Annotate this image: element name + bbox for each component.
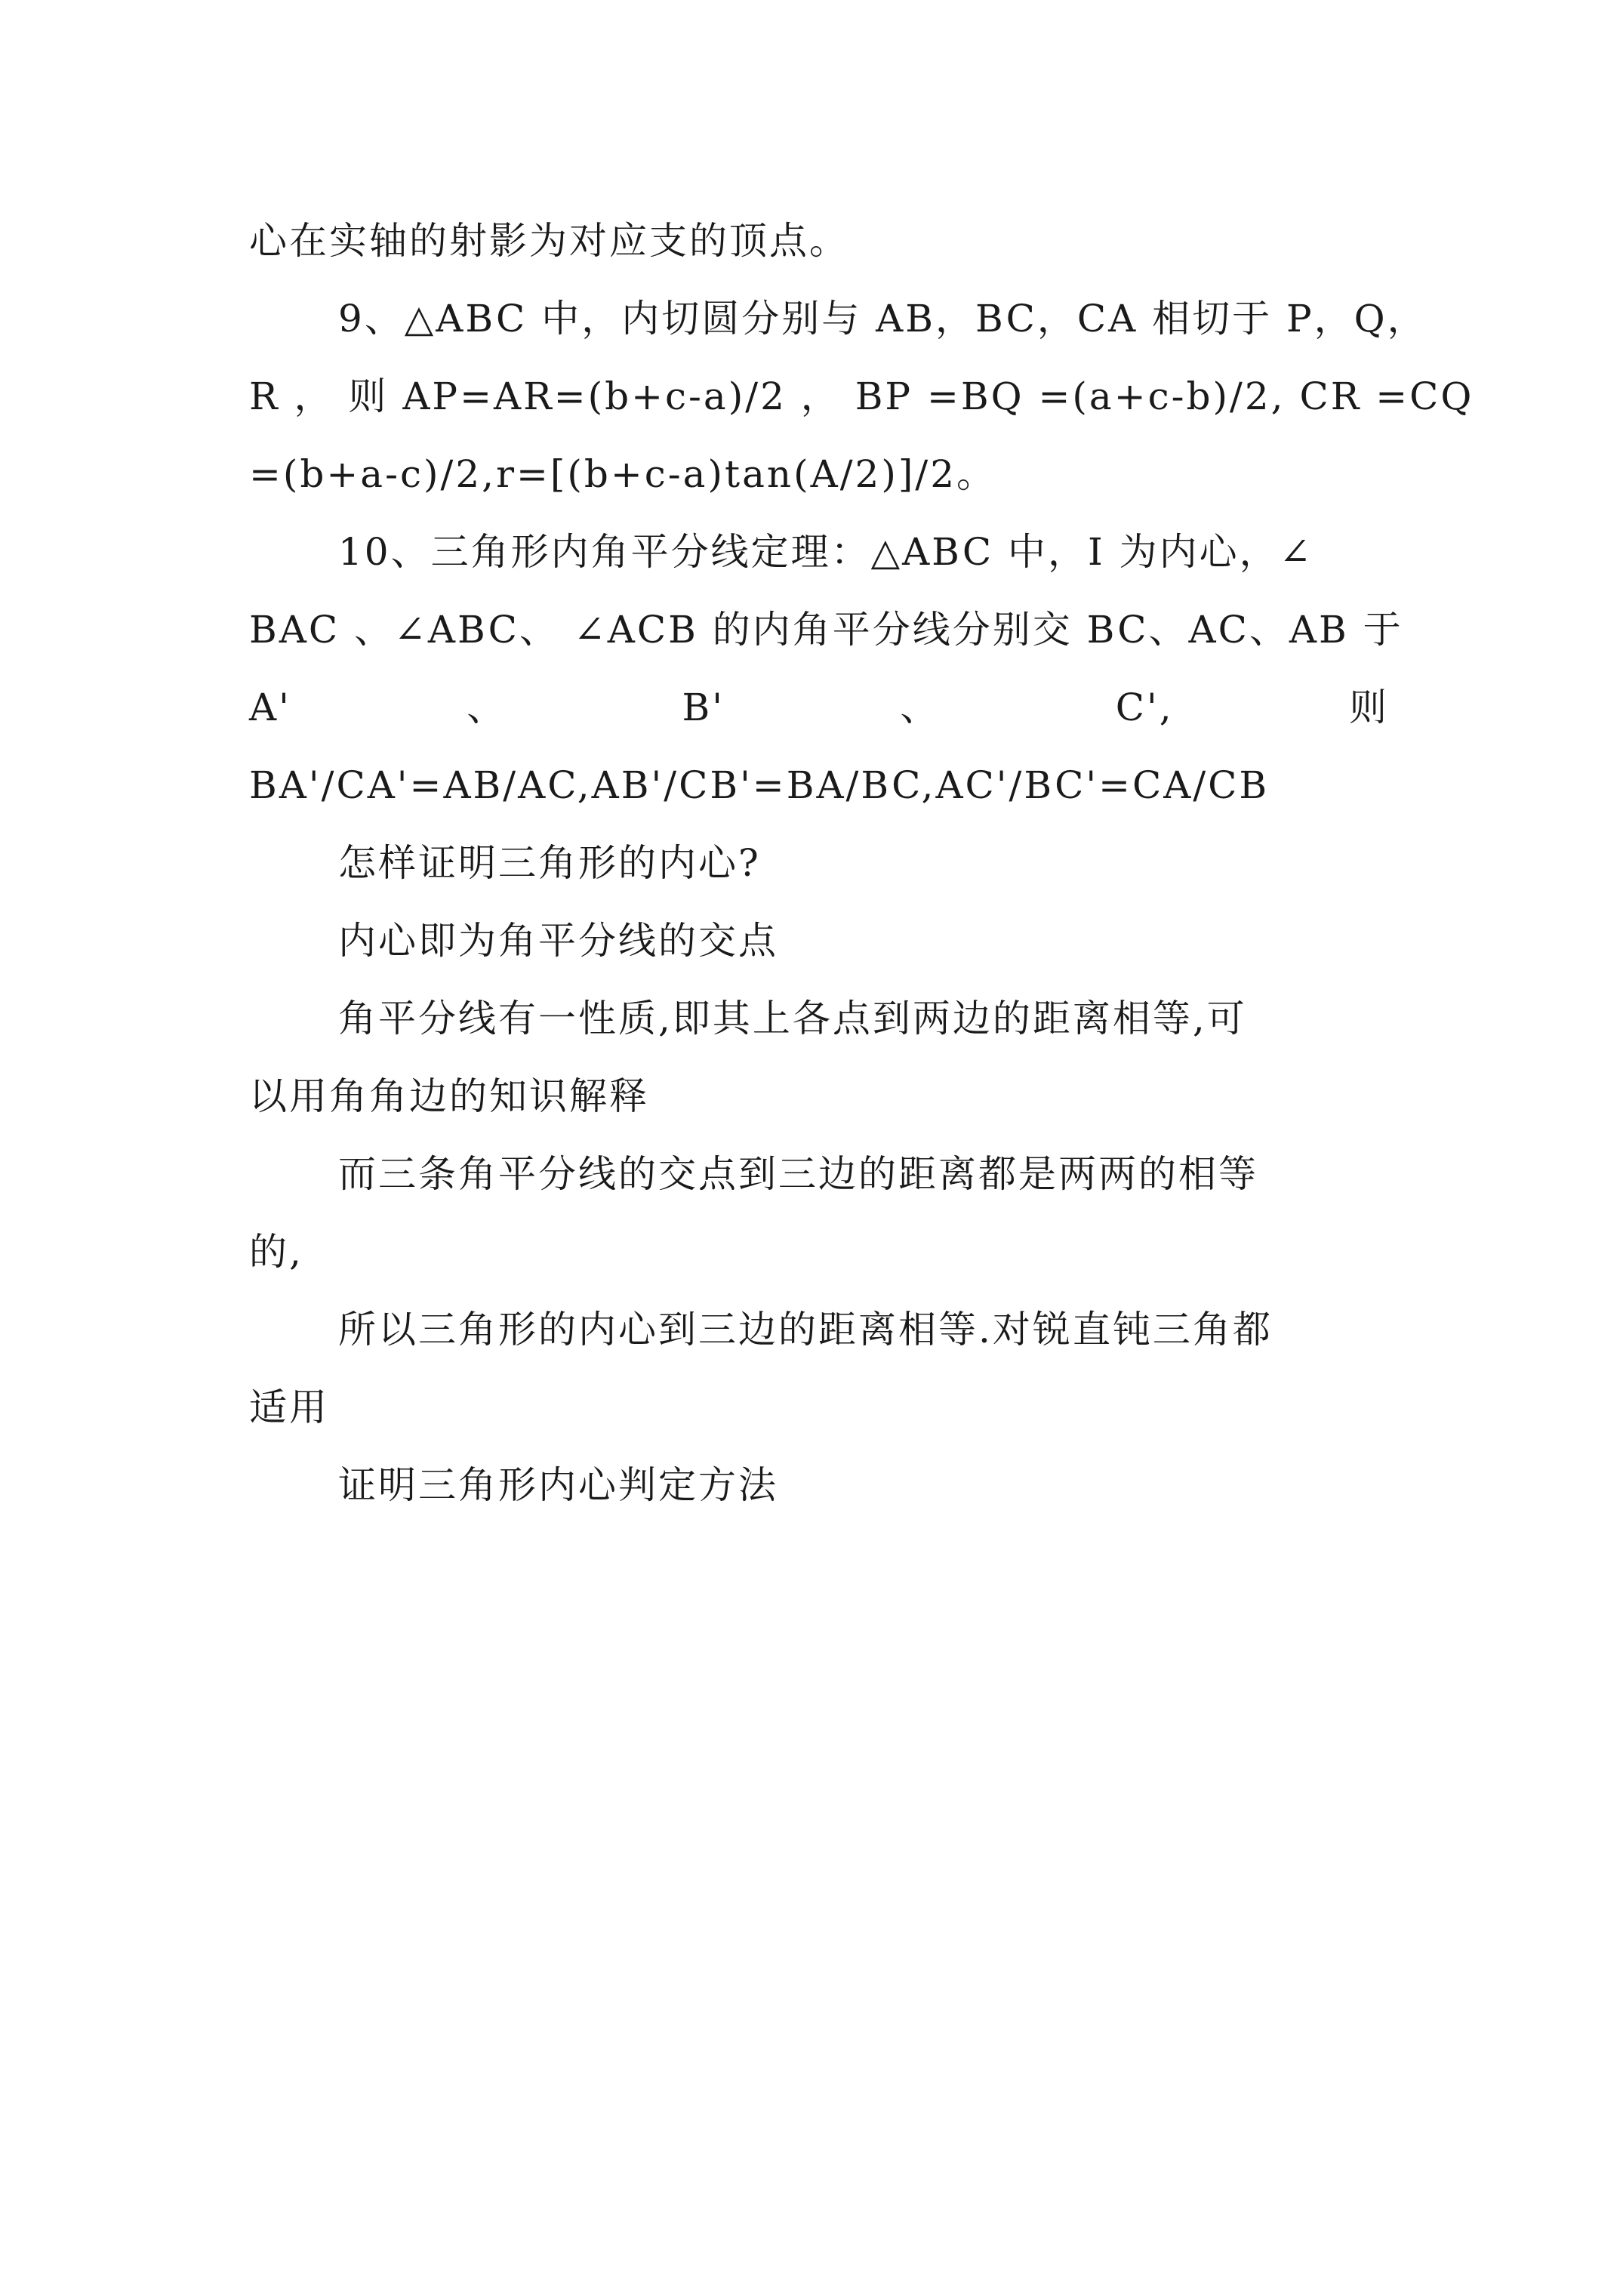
text-line: 10、三角形内角平分线定理：△ABC 中，I 为内心，∠ — [338, 530, 1313, 574]
text-line: 心在实轴的射影为对应支的顶点。 — [249, 219, 849, 263]
justified-text-line — [249, 669, 1389, 747]
text-line: 而三条角平分线的交点到三边的距离都是两两的相等 — [338, 1152, 1258, 1196]
text-fragment: C', — [1115, 686, 1174, 729]
text-line: 内心即为角平分线的交点 — [338, 919, 778, 963]
text-line: 9、△ABC 中，内切圆分别与 AB，BC，CA 相切于 P，Q， — [338, 297, 1427, 341]
text-fragment: B' — [682, 686, 725, 729]
text-line: 证明三角形内心判定方法 — [338, 1463, 778, 1507]
text-line: =(b+a-c)/2,r=[(b+c-a)tan(A/2)]/2。 — [249, 452, 997, 496]
text-line: BA'/CA'=AB/AC,AB'/CB'=BA/BC,AC'/BC'=CA/CB — [249, 763, 1270, 807]
text-fragment: 、 — [900, 686, 941, 729]
text-fragment: 则 — [1348, 686, 1389, 729]
text-line: BAC 、∠ABC、 ∠ACB 的内角平分线分别交 BC、AC、AB 于 — [249, 608, 1403, 652]
text-line: 适用 — [249, 1385, 329, 1429]
document-body — [249, 202, 1474, 1524]
text-line: R ， 则 AP=AR=(b+c-a)/2 ， BP =BQ =(a+c-b)/2, CR =CQ — [249, 374, 1474, 418]
text-line: 的, — [249, 1230, 303, 1274]
text-line: 角平分线有一性质,即其上各点到两边的距离相等,可 — [338, 997, 1247, 1040]
text-fragment: A' — [249, 686, 291, 729]
text-fragment: 、 — [467, 686, 507, 729]
text-line: 以用角角边的知识解释 — [249, 1074, 649, 1118]
text-line: 所以三角形的内心到三边的距离相等.对锐直钝三角都 — [338, 1308, 1273, 1351]
text-line: 怎样证明三角形的内心? — [338, 841, 761, 885]
